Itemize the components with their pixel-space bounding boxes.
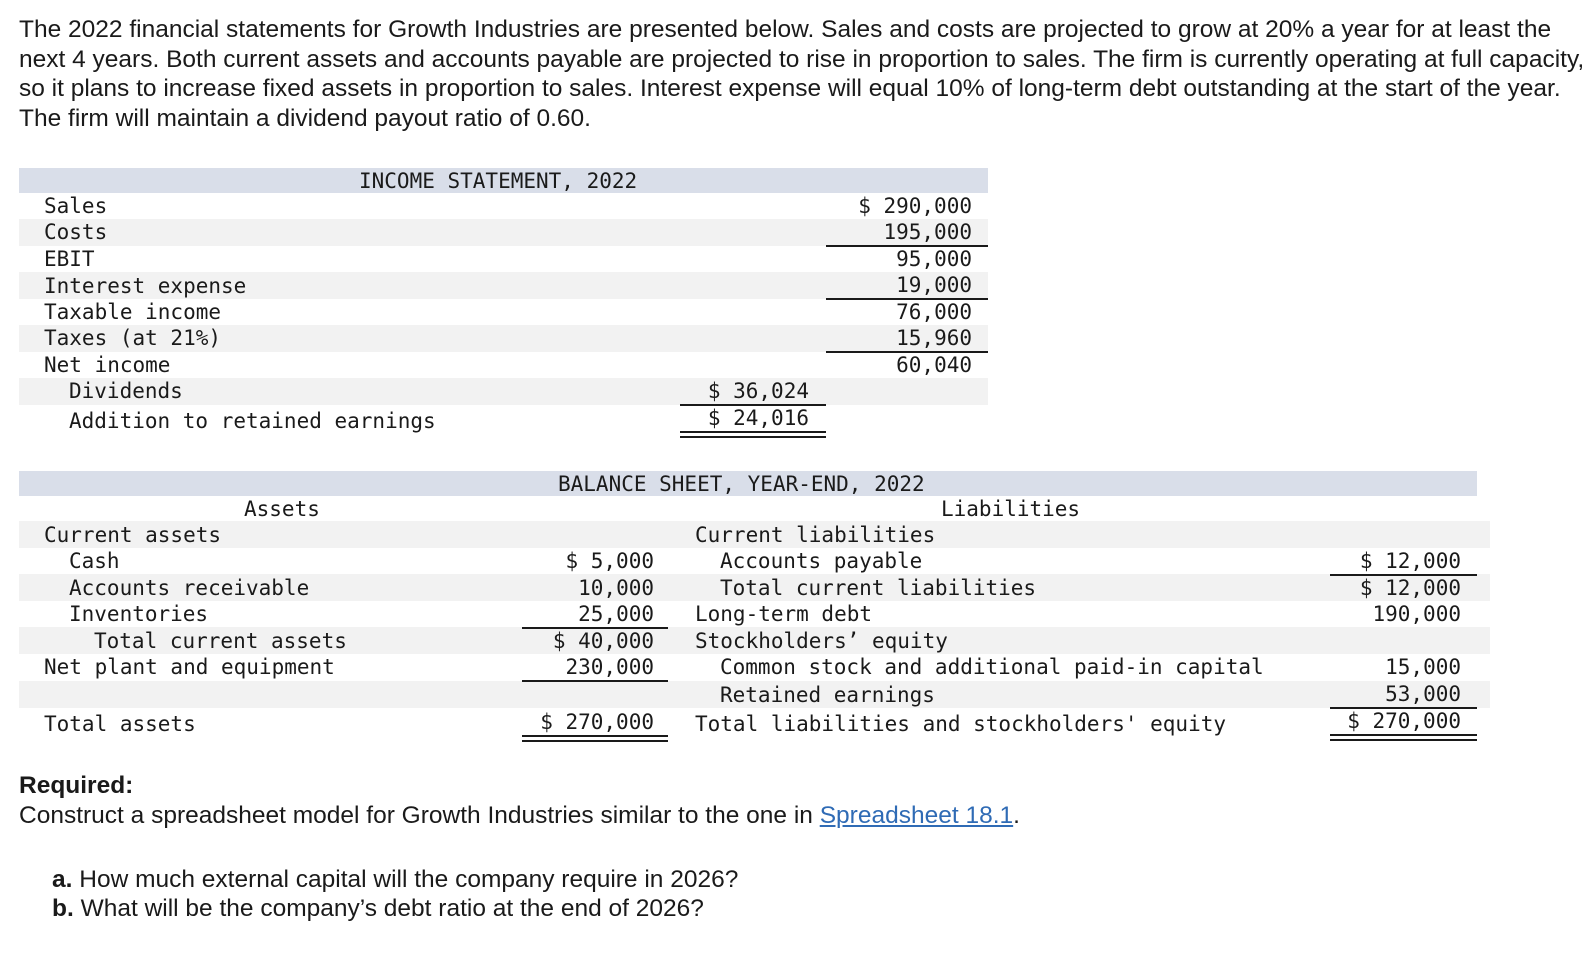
bs-label-total-assets: Total assets bbox=[44, 712, 196, 736]
is-value-addition: $ 24,016 bbox=[707, 406, 809, 430]
underline bbox=[522, 680, 668, 682]
is-label-ebit: EBIT bbox=[44, 247, 95, 271]
is-label-interest: Interest expense bbox=[44, 274, 247, 298]
is-label-dividends: Dividends bbox=[69, 379, 183, 403]
is-value-ebit: 95,000 bbox=[896, 247, 972, 271]
bs-label-net-plant: Net plant and equipment bbox=[44, 655, 335, 679]
bs-value-receivables: 10,000 bbox=[578, 576, 654, 600]
bs-value-common-stock: 15,000 bbox=[1385, 655, 1461, 679]
is-value-net-income: 60,040 bbox=[896, 353, 972, 377]
bs-value-total-liabilities: $ 270,000 bbox=[1347, 709, 1461, 733]
is-label-costs: Costs bbox=[44, 220, 108, 244]
is-value-costs: 195,000 bbox=[883, 220, 972, 244]
bs-label-long-term-debt: Long-term debt bbox=[695, 602, 873, 626]
bs-value-retained: 53,000 bbox=[1385, 682, 1461, 706]
bs-label-inventories: Inventories bbox=[69, 602, 209, 626]
double-underline bbox=[1330, 734, 1477, 741]
problem-statement: The 2022 financial statements for Growth Industries are presented below. Sales and costs are projected to grow at 20% a year for at least the next 4 years. Both current assets and accounts payable are projected to rise in proportion to sales. The firm is currently operating at full capacity, so it plans to increase fixed assets in proportion to sales. Interest expense will equal 10% of long-term debt outstanding at the start of the year. The firm will maintain a dividend payout ratio of 0.60. bbox=[19, 16, 1585, 132]
double-underline bbox=[522, 735, 668, 742]
bs-value-net-plant: 230,000 bbox=[565, 655, 654, 679]
required-text-after: . bbox=[1013, 802, 1020, 829]
bs-label-retained: Retained earnings bbox=[720, 683, 935, 707]
is-value-taxes: 15,960 bbox=[896, 326, 972, 350]
bs-label-payable: Accounts payable bbox=[720, 549, 923, 573]
required-label: Required: bbox=[19, 772, 134, 799]
bs-value-total-current-assets: $ 40,000 bbox=[552, 629, 654, 653]
question-text: What will be the company’s debt ratio at the end of 2026? bbox=[80, 895, 704, 922]
double-underline bbox=[680, 431, 826, 438]
bs-value-payable: $ 12,000 bbox=[1359, 549, 1461, 573]
is-value-sales: $ 290,000 bbox=[858, 194, 972, 218]
required-text-before: Construct a spreadsheet model for Growth Industries similar to the one in bbox=[19, 802, 820, 829]
spreadsheet-link[interactable]: Spreadsheet 18.1 bbox=[819, 802, 1014, 829]
balance-sheet-title: BALANCE SHEET, YEAR-END, 2022 bbox=[558, 472, 925, 496]
bs-label-current-assets: Current assets bbox=[44, 523, 222, 547]
question-letter: b. bbox=[52, 895, 74, 922]
bs-value-total-current-liabilities: $ 12,000 bbox=[1359, 576, 1461, 600]
bs-label-equity-header: Stockholders’ equity bbox=[695, 629, 948, 653]
question-b bbox=[52, 895, 704, 923]
question-a bbox=[52, 866, 738, 894]
bs-label-total-current-assets: Total current assets bbox=[94, 629, 347, 653]
bs-label-common-stock: Common stock and additional paid-in capital bbox=[720, 655, 1264, 679]
is-label-taxable: Taxable income bbox=[44, 300, 222, 324]
is-label-sales: Sales bbox=[44, 194, 108, 218]
is-value-taxable: 76,000 bbox=[896, 300, 972, 324]
question-text: How much external capital will the company require in 2026? bbox=[79, 866, 739, 893]
is-label-taxes: Taxes (at 21%) bbox=[44, 326, 222, 350]
income-statement-title: INCOME STATEMENT, 2022 bbox=[359, 169, 638, 193]
bs-value-total-assets: $ 270,000 bbox=[540, 710, 654, 734]
bs-label-cash: Cash bbox=[69, 549, 120, 573]
bs-label-total-liabilities: Total liabilities and stockholders' equity bbox=[695, 712, 1227, 736]
liabilities-header: Liabilities bbox=[941, 497, 1081, 521]
is-value-interest: 19,000 bbox=[896, 273, 972, 297]
bs-value-long-term-debt: 190,000 bbox=[1372, 602, 1461, 626]
bs-value-inventories: 25,000 bbox=[578, 602, 654, 626]
question-letter: a. bbox=[52, 866, 73, 893]
bs-label-total-current-liabilities: Total current liabilities bbox=[720, 576, 1037, 600]
is-value-dividends: $ 36,024 bbox=[707, 379, 809, 403]
bs-label-current-liabilities: Current liabilities bbox=[695, 523, 936, 547]
is-label-net-income: Net income bbox=[44, 353, 171, 377]
required-text bbox=[19, 802, 1020, 830]
bs-value-cash: $ 5,000 bbox=[565, 549, 654, 573]
assets-header: Assets bbox=[244, 497, 320, 521]
is-label-addition: Addition to retained earnings bbox=[69, 409, 436, 433]
bs-label-receivables: Accounts receivable bbox=[69, 576, 310, 600]
